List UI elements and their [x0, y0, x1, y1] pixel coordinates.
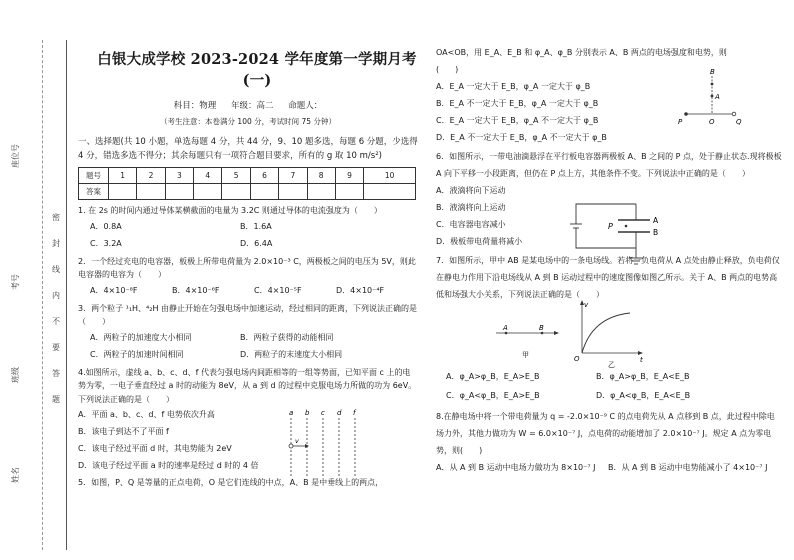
option-a: A．从 A 到 B 运动中电场力做功为 8×10⁻⁷ J: [436, 463, 596, 472]
question-7-figures: [436, 303, 782, 367]
table-cell: 答案: [79, 184, 109, 200]
question-stem: 4.如图所示，虚线 a、b、c、d、f 代表匀强电场内间距相等的一组等势面，已知平面 c 上的电势为零，一电子垂直经过 a 时的动能为 8eV，从 a 到 d 的过程中克服电场力所做的功为 6eV。下列说法正确的是（ ）: [78, 367, 417, 404]
point-b: [711, 83, 714, 86]
label-v: v: [295, 436, 299, 445]
field-line-figure: [492, 321, 564, 361]
answer-cell[interactable]: [137, 184, 165, 200]
label-d: d: [337, 408, 342, 417]
exam-meta: [78, 99, 418, 111]
question-stem: 8.在静电场中将一个带电荷量为 q = -2.0×10⁻⁹ C 的点电荷先从 A 点移到 B 点，此过程中除电场力外，其他力做功为 W = 6.0×10⁻⁷ J，点电荷的动能增加了 2.0×10⁻⁷ J。规定 A 点为零电势，则( ): [436, 412, 775, 455]
option-c: C．电容器电容减小: [436, 220, 506, 229]
answer-cell[interactable]: [307, 184, 335, 200]
table-cell: 3: [165, 168, 193, 184]
answer-table-header-row: [79, 168, 416, 184]
option-a: A．φ_A>φ_B，E_A>E_B: [446, 372, 540, 381]
label-q: Q: [736, 118, 742, 126]
table-cell: 8: [307, 168, 335, 184]
table-cell: 5: [222, 168, 250, 184]
table-cell: 7: [279, 168, 307, 184]
question-stem: OA<OB，用 E_A、E_B 和 φ_A、φ_B 分别表示 A、B 两点的电场强度和电势，则( ): [436, 48, 727, 74]
question-stem: 2．一个经过充电的电容器，板极上所带电荷量为 2.0×10⁻³ C，两极板之间的电压为 5V，则此电容器的电容为（ ）: [78, 256, 416, 279]
seal-dashed-line: [42, 40, 43, 550]
option-b: B．从 A 到 B 运动中电势能减小了 4×10⁻⁷ J: [608, 463, 768, 472]
subject-label: 科目：物理: [173, 101, 217, 111]
charges-figure: [676, 62, 746, 126]
seal-char: 内: [52, 291, 60, 300]
label-a: A: [653, 216, 659, 225]
author-label: 命题人：: [288, 101, 323, 111]
answer-cell[interactable]: [109, 184, 137, 200]
velocity-curve: [582, 313, 630, 353]
question-stem: 6．如图所示，一带电油滴悬浮在平行板电容器两极板 A、B 之间的 P 点，处于静止状态.现将极板 A 向下平移一小段距离，但仍在 P 点上方，其他条件不变。下列说法中正确的是（ ）: [436, 152, 782, 178]
option-c: C．φ_A<φ_B，E_A>E_B: [446, 391, 540, 400]
question-5-continued: [436, 44, 782, 146]
option-c: C．该电子经过平面 d 时，其电势能为 2eV: [78, 444, 232, 453]
label-c: c: [321, 408, 325, 417]
option-d: D．6.4A: [240, 238, 273, 248]
option-c: C．4×10⁻⁵F: [254, 285, 302, 295]
label-t: t: [640, 356, 643, 364]
electron-dot: [289, 444, 293, 448]
option-d: D．两粒子的末速度大小相同: [240, 349, 343, 359]
label-a: A: [503, 324, 508, 332]
label-jia: 甲: [522, 351, 529, 359]
option-b: B．φ_A>φ_B，E_A<E_B: [596, 372, 690, 381]
top-wire: [576, 204, 636, 224]
option-row: [78, 282, 418, 299]
label-v: v: [584, 301, 589, 309]
exam-note: （考生注意：本卷满分 100 分，考试时间 75 分钟）: [160, 117, 336, 126]
point-a: [711, 95, 714, 98]
answer-cell[interactable]: [279, 184, 307, 200]
grade-label: 年级：高二: [230, 101, 274, 111]
charge-p: [684, 112, 688, 116]
table-cell: 1: [109, 168, 137, 184]
option-b: B．液滴将向上运动: [436, 203, 506, 212]
option-row: [78, 218, 418, 235]
name-label: 姓名: [11, 467, 20, 483]
question-8: [436, 408, 782, 476]
seal-char: 答: [52, 369, 60, 378]
option-a: A．平面 a、b、c、d、f 电势依次升高: [78, 410, 215, 419]
option-b: B．4×10⁻⁶F: [172, 285, 220, 295]
option-a: A．E_A 一定大于 E_B，φ_A 一定大于 φ_B: [436, 82, 591, 91]
label-f: f: [353, 408, 356, 417]
seal-char: 要: [52, 343, 60, 352]
seal-char: 线: [52, 265, 60, 274]
seal-char: 密: [52, 213, 60, 222]
label-p: P: [678, 118, 683, 126]
question-5: [78, 476, 418, 490]
question-stem: 7．如图所示，甲中 AB 是某电场中的一条电场线。若将一负电荷从 A 点处由静止释放，负电荷仅在静电力作用下沿电场线从 A 到 B 运动过程中的速度图像如图乙所示。关于 A、B 两点的电势高低和场强大小关系，下列说法正确的是（ ）: [436, 256, 780, 299]
question-7: [436, 252, 782, 405]
answer-cell[interactable]: [335, 184, 363, 200]
label-a: a: [289, 408, 294, 417]
seal-char: 封: [52, 239, 60, 248]
question-4: [78, 366, 418, 475]
point-b: [541, 332, 544, 335]
option-d: D．极板带电荷量将减小: [436, 237, 523, 246]
question-2: [78, 255, 418, 299]
question-stem: 3．两个粒子 ¹₁H、⁴₂H 由静止开始在匀强电场中加速运动，经过相同的距离，下列说法正确的是（ ）: [78, 303, 418, 326]
option-d: D．φ_A<φ_B，E_A<E_B: [596, 391, 691, 400]
option-row: [436, 459, 782, 476]
answer-cell[interactable]: [364, 184, 416, 200]
option-a: A．0.8A: [90, 221, 122, 231]
label-b: b: [305, 408, 310, 417]
answer-cell[interactable]: [194, 184, 222, 200]
option-a: A．两粒子的加速度大小相同: [90, 332, 192, 342]
margin-border-line: [66, 40, 67, 550]
left-column: [78, 48, 418, 490]
table-cell: 6: [250, 168, 278, 184]
option-d: D．4×10⁻⁴F: [336, 285, 385, 295]
answer-table-answer-row: [79, 184, 416, 200]
right-column: [436, 44, 782, 476]
bottom-wire: [576, 228, 636, 248]
table-cell: 2: [137, 168, 165, 184]
option-a: A．4×10⁻⁸F: [90, 285, 138, 295]
exam-no-label: 考号: [11, 274, 20, 290]
option-c: C．两粒子的加速时间相同: [90, 349, 184, 359]
question-6: [436, 148, 782, 250]
t-axis-arrow: [638, 351, 643, 355]
table-cell: 4: [194, 168, 222, 184]
answer-table: [78, 167, 416, 200]
question-stem: 5．如图，P、Q 是等量的正点电荷，O 是它们连线的中点，A、B 是中垂线上的两点，: [78, 478, 384, 487]
label-p: P: [608, 222, 613, 231]
exam-title: 白银大成学校 2023-2024 学年度第一学期月考(一): [97, 51, 417, 89]
answer-cell[interactable]: [222, 184, 250, 200]
answer-cell[interactable]: [165, 184, 193, 200]
table-cell: 9: [335, 168, 363, 184]
label-o: O: [709, 118, 715, 126]
label-b: B: [653, 228, 659, 237]
table-cell: 10: [364, 168, 416, 184]
option-row: [78, 235, 418, 252]
option-b: B．该电子到达不了平面 f: [78, 427, 169, 436]
seal-char: 不: [52, 317, 60, 326]
point-a: [505, 332, 508, 335]
table-cell: 题号: [79, 168, 109, 184]
option-d: D．该电子经过平面 a 时的速率是经过 d 时的 4 倍: [78, 461, 259, 470]
question-stem: 1. 在 2s 的时间内通过导体某横截面的电量为 3.2C 则通过导体的电流强度为（ ）: [78, 206, 382, 215]
question-1: [78, 204, 418, 252]
option-a: A．液滴将向下运动: [436, 186, 506, 195]
seat-no-label: 座位号: [11, 144, 20, 168]
question-3: [78, 302, 418, 363]
velocity-graph-figure: [570, 299, 650, 369]
field-arrow: [554, 331, 559, 335]
option-c: C．E_A 一定大于 E_B，φ_A 不一定大于 φ_B: [436, 116, 599, 125]
option-row: [78, 329, 418, 346]
option-row: [78, 346, 418, 363]
option-c: C．3.2A: [90, 238, 122, 248]
option-b: B．两粒子获得的动能相同: [240, 332, 334, 342]
equipotential-figure: [283, 406, 363, 478]
label-o: O: [574, 355, 580, 363]
label-a: A: [715, 93, 720, 101]
class-label: 班级: [11, 367, 20, 383]
option-b: B．1.6A: [240, 221, 272, 231]
label-b: B: [539, 324, 544, 332]
point-p: [625, 225, 628, 228]
answer-cell[interactable]: [250, 184, 278, 200]
label-b: B: [710, 68, 715, 76]
section-heading: 一、选择题(共 10 小题，单选每题 4 分，共 44 分，9、10 题多选，每题 6 分题，少选得 4 分，错选多选不得分；其余每题只有一项符合题目要求，所有的 g 取 10 m/s²): [78, 137, 418, 161]
seal-char: 题: [52, 395, 60, 404]
option-d: D．E_A 不一定大于 E_B，φ_A 不一定大于 φ_B: [436, 133, 607, 142]
binding-margin: [0, 0, 70, 560]
charge-q: [732, 112, 736, 116]
option-row: [436, 386, 782, 405]
option-b: B．E_A 不一定大于 E_B，φ_A 一定大于 φ_B: [436, 99, 599, 108]
label-yi: 乙: [608, 361, 615, 369]
option-row: [436, 367, 782, 386]
